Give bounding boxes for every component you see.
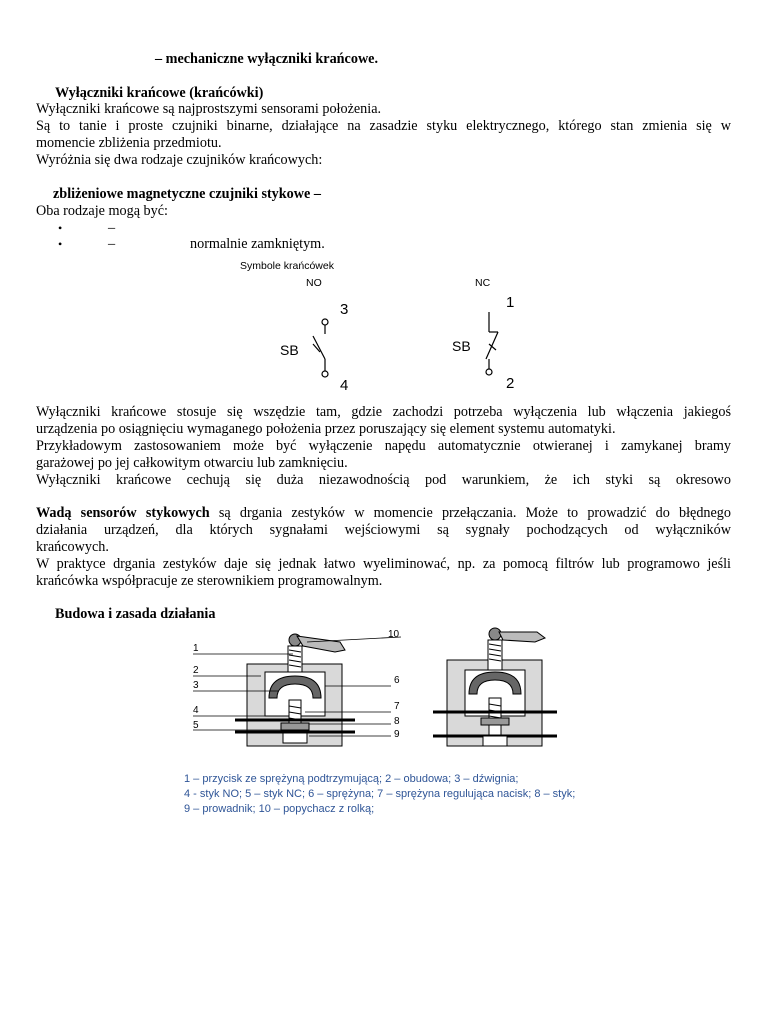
paragraph-line: momencie zbliżenia przedmiotu. bbox=[36, 135, 222, 151]
paragraph-line: Wyróżnia się dwa rodzaje czujników krańcowych: bbox=[36, 152, 323, 168]
part-number-6: 6 bbox=[394, 675, 400, 686]
section-title-construction: Budowa i zasada działania bbox=[55, 606, 216, 622]
bullet-dash: – bbox=[108, 236, 116, 252]
types-intro: Oba rodzaje mogą być: bbox=[36, 203, 168, 219]
no-switch-symbol bbox=[313, 319, 328, 377]
paragraph-rest: są drgania zestyków w momencie przełączania. Może to prowadzić do błędnego bbox=[209, 505, 731, 521]
figure-caption-line: 9 – prowadnik; 10 – popychacz z rolką; bbox=[184, 803, 375, 815]
bullet-mark: • bbox=[58, 237, 63, 251]
no-terminal-top: 3 bbox=[340, 301, 349, 318]
part-number-3: 3 bbox=[193, 680, 199, 691]
switch-symbols-diagram bbox=[230, 254, 530, 394]
nc-terminal-top: 1 bbox=[506, 294, 515, 311]
bullet-dash: – bbox=[108, 220, 116, 236]
nc-terminal-bottom: 2 bbox=[506, 375, 515, 392]
nc-switch-symbol bbox=[486, 312, 498, 375]
part-number-5: 5 bbox=[193, 720, 199, 731]
no-label: NO bbox=[306, 277, 322, 289]
paragraph-line: działania urządzeń, dla których sygnałami wejściowymi są sygnały pochodzących od wyłączników bbox=[36, 522, 731, 538]
switch-drawing-left bbox=[235, 634, 355, 746]
no-terminal-bottom: 4 bbox=[340, 377, 349, 394]
paragraph-line: krańcowych. bbox=[36, 539, 109, 555]
bullet-text: normalnie zamkniętym. bbox=[190, 236, 325, 252]
section-title-limit-switches: Wyłączniki krańcowe (krańcówki) bbox=[55, 85, 264, 101]
part-number-8: 8 bbox=[394, 716, 400, 727]
figure-caption-line: 4 - styk NO; 5 – styk NC; 6 – sprężyna; 7 – sprężyna regulująca nacisk; 8 – styk; bbox=[184, 788, 576, 800]
figure-caption-line: 1 – przycisk ze sprężyną podtrzymującą; 2 – obudowa; 3 – dźwignia; bbox=[184, 773, 519, 785]
symbols-title: Symbole krańcówek bbox=[240, 260, 334, 272]
paragraph-line: W praktyce drgania zestyków daje się jednak łatwo wyeliminować, np. za pomocą filtrów lub programowo jeśli bbox=[36, 556, 731, 572]
bullet-mark: • bbox=[58, 221, 63, 235]
part-number-10: 10 bbox=[388, 629, 400, 640]
sb-label-no: SB bbox=[280, 342, 299, 358]
paragraph-line: Przykładowym zastosowaniem może być wyłączenie napędu automatycznie otwieranej i zamykanej bramy bbox=[36, 438, 731, 454]
part-number-4: 4 bbox=[193, 705, 199, 716]
part-number-2: 2 bbox=[193, 665, 199, 676]
sb-label-nc: SB bbox=[452, 338, 471, 354]
heading-top: – mechaniczne wyłączniki krańcowe. bbox=[155, 51, 379, 67]
paragraph-line: Są to tanie i proste czujniki binarne, działające na zasadzie styku elektrycznego, którego stan zmienia się w bbox=[36, 118, 731, 134]
paragraph-line bbox=[36, 505, 731, 522]
paragraph-line: krańcówka współpracuje ze sterownikiem programowalnym. bbox=[36, 573, 383, 589]
paragraph-line: Wyłączniki krańcowe stosuje się wszędzie tam, gdzie zachodzi potrzeba wyłączenia lub włączenia jakiegoś bbox=[36, 404, 731, 420]
paragraph-line: urządzenia po osiągnięciu wymaganego położenia przez poruszający się element systemu automatyki. bbox=[36, 421, 616, 437]
part-number-9: 9 bbox=[394, 729, 400, 740]
switch-drawing-right bbox=[433, 628, 557, 746]
nc-label: NC bbox=[475, 277, 491, 289]
limit-switch-construction-diagram bbox=[185, 620, 565, 760]
types-heading: zbliżeniowe magnetyczne czujniki stykowe – bbox=[53, 186, 321, 202]
bold-phrase: Wadą sensorów stykowych bbox=[36, 505, 210, 521]
part-number-1: 1 bbox=[193, 643, 199, 654]
paragraph-line: garażowej po jej całkowitym otwarciu lub zamknięciu. bbox=[36, 455, 348, 471]
paragraph-line: Wyłączniki krańcowe są najprostszymi sensorami położenia. bbox=[36, 101, 382, 117]
part-number-7: 7 bbox=[394, 701, 400, 712]
paragraph-line: Wyłączniki krańcowe cechują się duża niezawodnością pod warunkiem, że ich styki są okresowo bbox=[36, 472, 731, 488]
